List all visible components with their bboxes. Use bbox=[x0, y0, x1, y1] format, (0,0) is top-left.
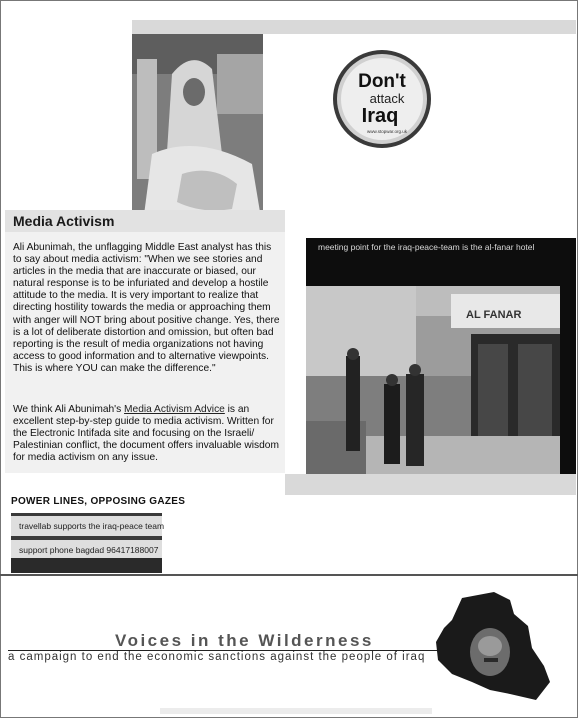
hotel-panel bbox=[306, 238, 576, 474]
girl-hospital-photo bbox=[132, 34, 263, 230]
travellab-support-text: travellab supports the iraq-peace team bbox=[19, 521, 165, 531]
badge-graphic bbox=[332, 49, 432, 149]
support-phone-row bbox=[11, 540, 162, 558]
grey-band-right bbox=[285, 474, 576, 495]
al-fanar-hotel-photo bbox=[306, 286, 560, 474]
article-p2-before: We think Ali Abunimah's bbox=[13, 404, 125, 415]
hotel-caption: meeting point for the iraq-peace-team is the al-fanar hotel bbox=[318, 242, 535, 252]
girl-photo-graphic bbox=[132, 34, 263, 230]
support-phone-text: support phone bagdad 96417188007 bbox=[19, 545, 159, 555]
top-grey-bar bbox=[132, 20, 576, 34]
dont-attack-iraq-badge[interactable] bbox=[332, 49, 432, 149]
article-paragraph-2 bbox=[13, 404, 281, 464]
badge-line1: Don't bbox=[358, 71, 406, 92]
section-divider bbox=[0, 574, 578, 576]
media-activism-heading-box bbox=[5, 210, 285, 232]
bottom-strip bbox=[160, 708, 432, 714]
iraq-map-image bbox=[432, 590, 552, 702]
power-lines-title: POWER LINES, OPPOSING GAZES bbox=[11, 496, 186, 507]
iraq-map-graphic bbox=[432, 590, 552, 702]
article-paragraph-1: Ali Abunimah, the unflagging Middle East analyst has this to say about media activism: "When we see stories and articles in the media that are inaccurate or biased, our natural response is to be infuriated and develop a hostile attitude to the media. It is very important to realize that directing hostility towards the media or approaching them with anger will NOT bring about positive change. Yes, there is a lot of deliberate distortion and omission, but often bad reporting is the result of media organizations not having access to good information and to alternative viewpoints. This is where YOU can make the difference." bbox=[13, 242, 280, 374]
hotel-photo-graphic bbox=[306, 286, 560, 474]
media-activism-text-column bbox=[5, 232, 285, 473]
badge-line2: attack bbox=[369, 91, 405, 106]
voices-subtitle: a campaign to end the economic sanctions against the people of iraq bbox=[8, 651, 426, 663]
badge-url: www.stopwar.org.uk bbox=[366, 129, 408, 134]
power-lines-footer-bar bbox=[11, 558, 162, 573]
hotel-sign-text: AL FANAR bbox=[466, 309, 522, 321]
badge-line3: Iraq bbox=[361, 105, 399, 127]
travellab-support-row[interactable] bbox=[11, 516, 165, 536]
media-activism-advice-link[interactable]: Media Activism Advice bbox=[124, 404, 225, 415]
power-lines-block bbox=[11, 496, 186, 573]
media-activism-heading: Media Activism bbox=[13, 213, 115, 229]
article-p2-after: is an excellent step-by-step guide to media activism. Written for the Electronic Intifada site and focusing on the Israeli/ Palestinian conflict, the document offers invaluable wisdom for media activism on any issue. bbox=[13, 404, 279, 464]
voices-title[interactable]: Voices in the Wilderness bbox=[115, 631, 374, 650]
